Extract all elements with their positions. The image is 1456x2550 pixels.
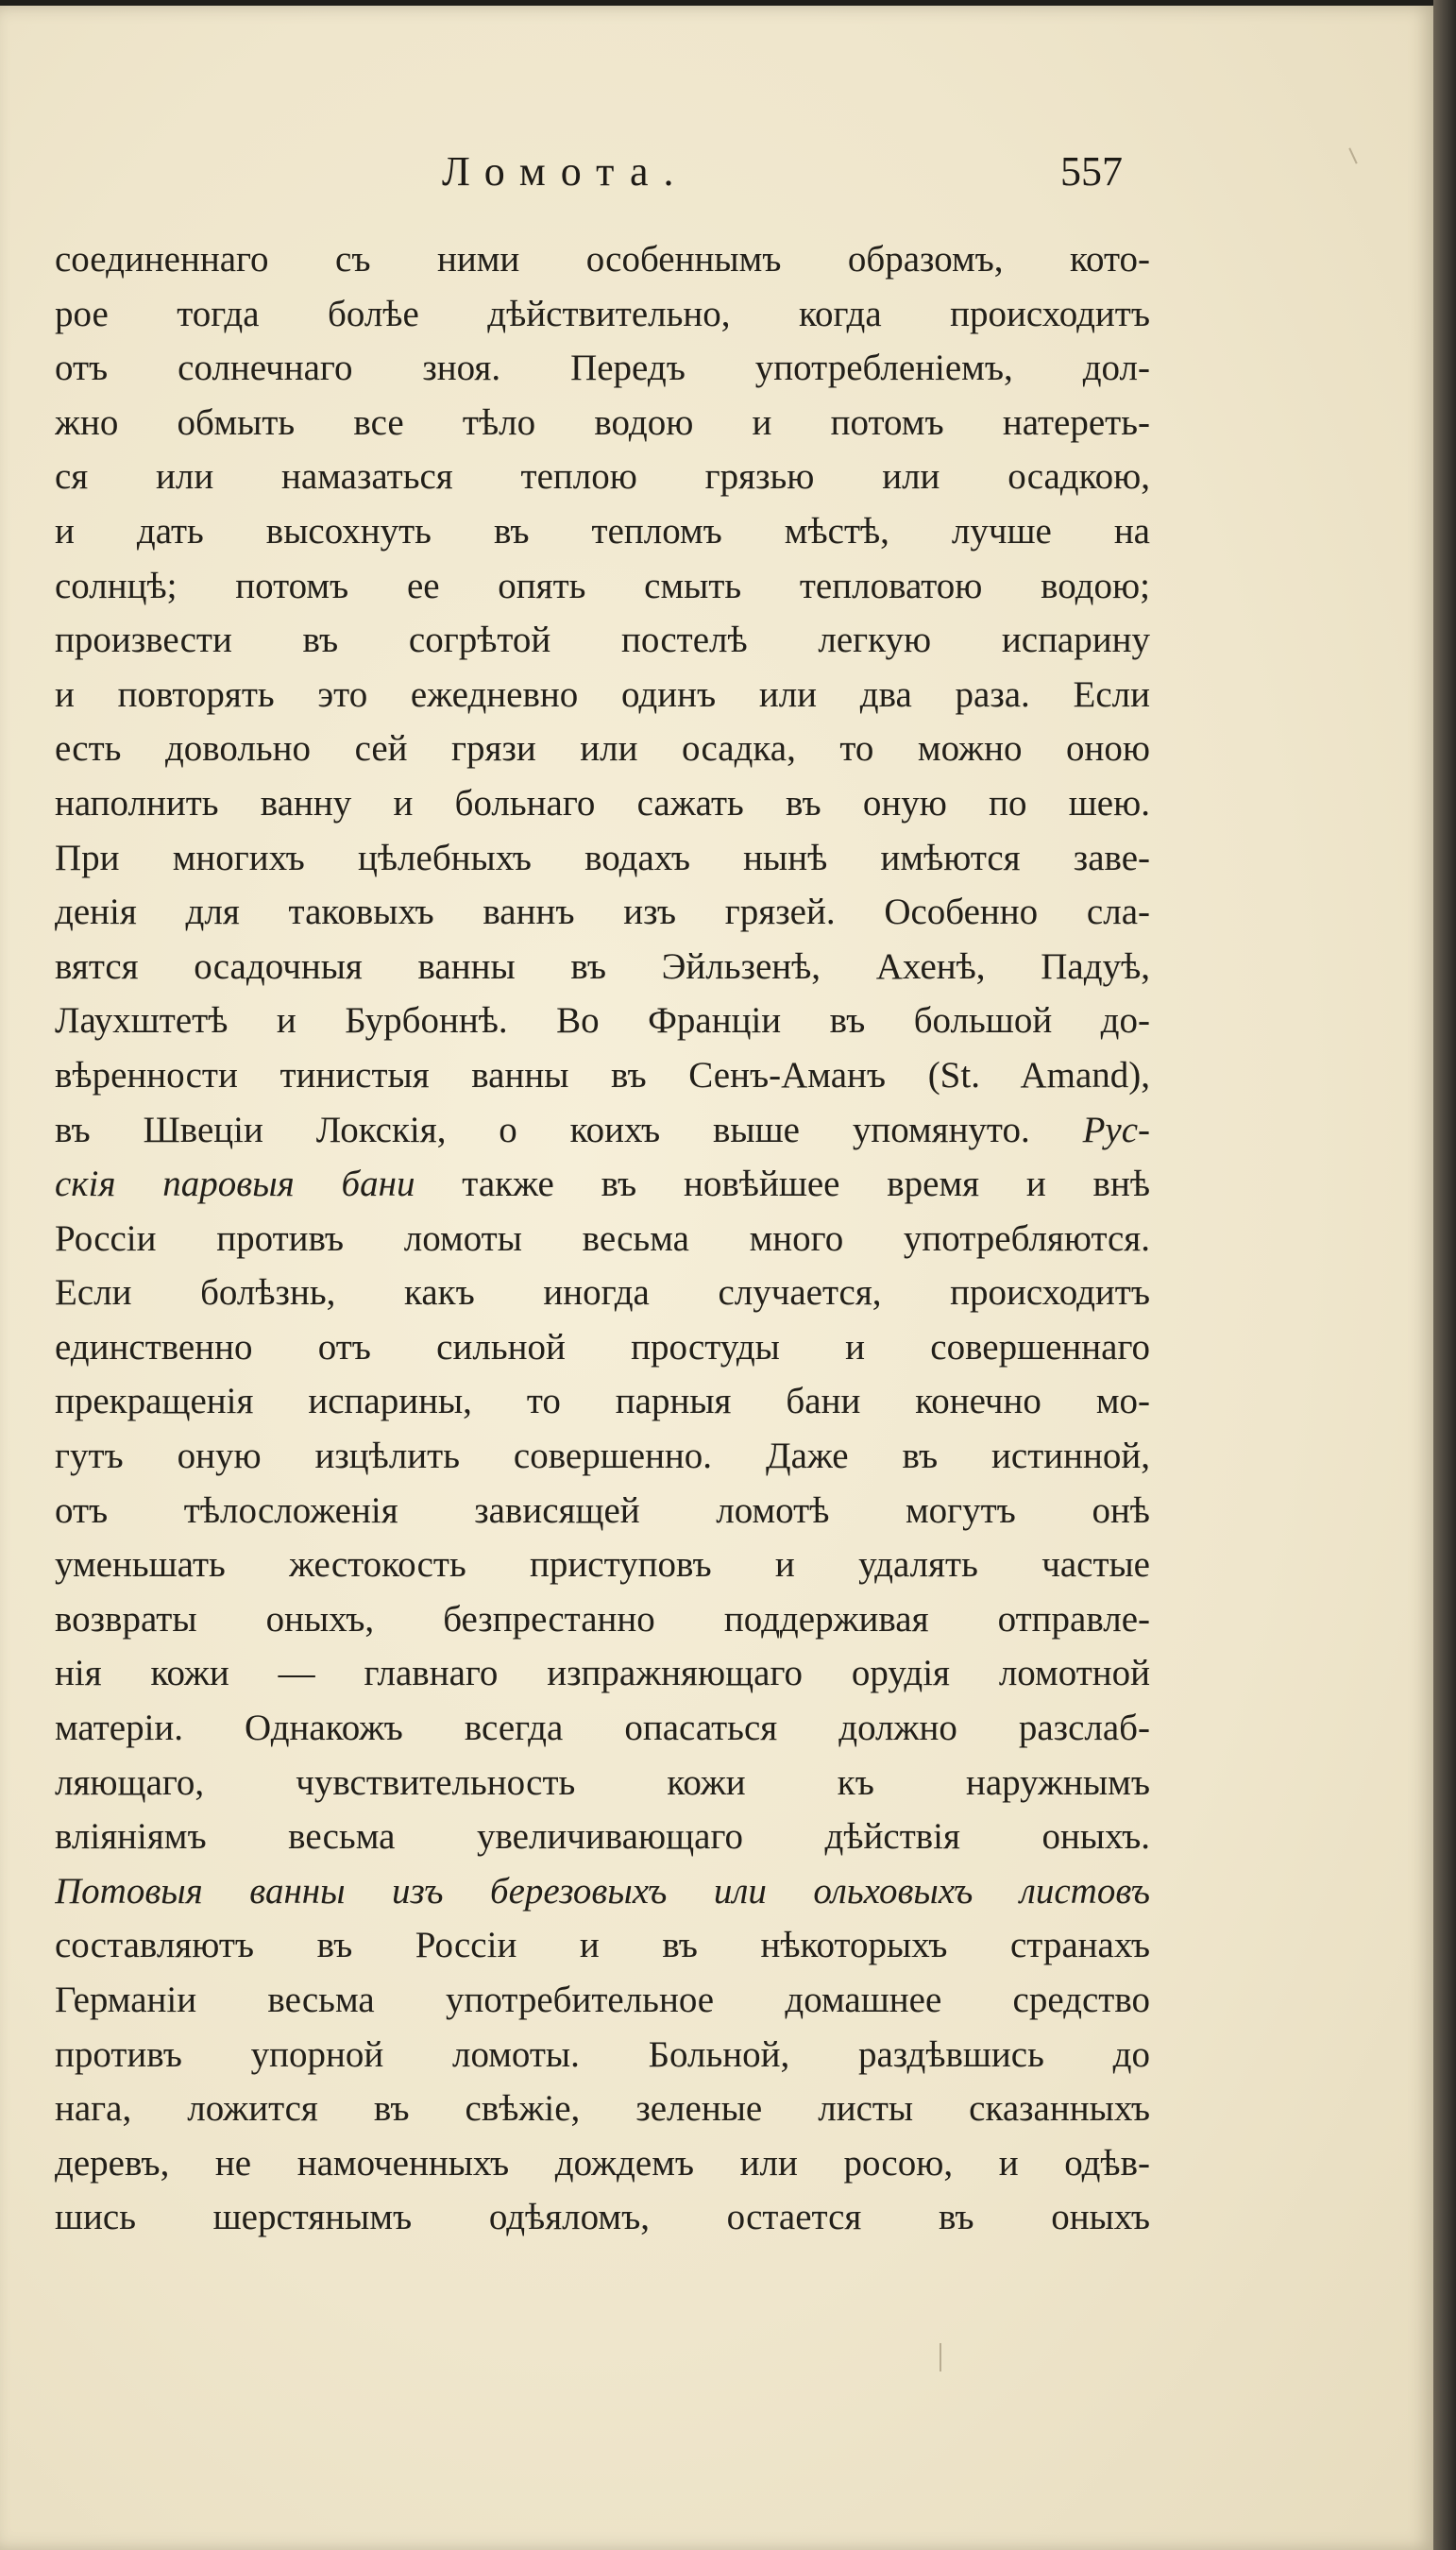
text-line xyxy=(55,2136,1150,2191)
text-line xyxy=(55,994,1150,1048)
text-line xyxy=(55,450,1150,504)
text-segment: составляютъ въ Россіи и въ нѣкоторыхъ странахъ xyxy=(55,1925,1150,1966)
text-segment: и повторять это ежедневно одинъ или два раза. Если xyxy=(55,673,1150,715)
text-segment: деревъ, не намоченныхъ дождемъ или росою, и одѣв- xyxy=(55,2142,1150,2184)
text-line xyxy=(55,1266,1150,1320)
text-segment: жно обмыть все тѣло водою и потомъ натереть- xyxy=(55,401,1150,443)
text-line xyxy=(55,1157,1150,1212)
text-line xyxy=(55,1864,1150,1919)
text-segment: есть довольно сей грязи или осадка, то можно оною xyxy=(55,728,1150,770)
text-line xyxy=(55,504,1150,559)
text-segment: солнцѣ; потомъ ее опять смыть тепловатою водою; xyxy=(55,565,1150,606)
text-segment: произвести въ согрѣтой постелѣ легкую испарину xyxy=(55,620,1150,661)
running-title: Ломота. xyxy=(442,148,689,195)
text-line xyxy=(55,1918,1150,1973)
text-line xyxy=(55,2190,1150,2245)
text-line xyxy=(55,776,1150,831)
text-line xyxy=(55,940,1150,994)
text-segment: въ Швеціи Локскія, о коихъ выше упомянуто. xyxy=(55,1109,1030,1150)
text-segment: денія для таковыхъ ваннъ изъ грязей. Особенно сла- xyxy=(55,892,1150,933)
text-line xyxy=(55,1048,1150,1103)
text-segment: нага, ложится въ свѣжіе, зеленые листы сказанныхъ xyxy=(55,2088,1150,2130)
text-segment: вѣренности тинистыя ванны въ Сенъ-Аманъ (St. Amand), xyxy=(55,1054,1150,1096)
text-line xyxy=(55,1810,1150,1864)
text-line xyxy=(55,2028,1150,2082)
text-line xyxy=(55,885,1150,940)
text-segment: гутъ оную изцѣлить совершенно. Даже въ истинной, xyxy=(55,1436,1150,1477)
text-segment: и дать высохнуть въ тепломъ мѣстѣ, лучше на xyxy=(55,510,1150,552)
text-segment: вліяніямъ весьма увеличивающаго дѣйствія оныхъ. xyxy=(55,1816,1150,1858)
book-page xyxy=(0,6,1433,2550)
text-segment: рое тогда болѣе дѣйствительно, когда происходитъ xyxy=(55,293,1150,334)
text-segment: матеріи. Однакожъ всегда опасаться должно разслаб- xyxy=(55,1708,1150,1749)
page-edge xyxy=(1433,0,1456,2550)
text-segment: Если болѣзнь, какъ иногда случается, происходитъ xyxy=(55,1272,1150,1314)
text-line xyxy=(55,1756,1150,1810)
text-line xyxy=(55,613,1150,668)
text-segment: Германіи весьма употребительное домашнее средство xyxy=(55,1980,1150,2020)
text-line xyxy=(55,1592,1150,1647)
scan-speck xyxy=(940,2343,941,2372)
text-line xyxy=(55,1103,1150,1158)
text-line xyxy=(55,722,1150,776)
text-line xyxy=(55,287,1150,342)
text-segment: ляющаго, чувствительность кожи къ наружнымъ xyxy=(55,1761,1150,1803)
text-line xyxy=(55,341,1150,396)
text-line xyxy=(55,1429,1150,1484)
text-line xyxy=(55,1484,1150,1538)
text-segment: ся или намазаться теплою грязью или осадкою, xyxy=(55,456,1150,498)
text-segment: также въ новѣйшее время и внѣ xyxy=(415,1164,1150,1205)
text-segment: отъ тѣлосложенія зависящей ломотѣ могутъ онѣ xyxy=(55,1489,1150,1531)
text-segment: При многихъ цѣлебныхъ водахъ нынѣ имѣются заве- xyxy=(55,837,1150,878)
italic-text: Рус- xyxy=(1029,1109,1150,1150)
text-segment: соединеннаго съ ними особеннымъ образомъ, кото- xyxy=(55,239,1150,280)
italic-text: Потовыя ванны изъ березовыхъ или ольховыхъ листовъ xyxy=(55,1870,1150,1912)
text-line xyxy=(55,1374,1150,1429)
text-line xyxy=(55,559,1150,614)
body-text xyxy=(55,232,1150,2245)
text-segment: вятся осадочныя ванны въ Эйльзенѣ, Ахенѣ, Падуѣ, xyxy=(55,945,1150,987)
text-segment: нія кожи — главнаго изпражняющаго орудія ломотной xyxy=(55,1653,1150,1694)
page-header xyxy=(0,147,1433,213)
text-segment: Лаухштетѣ и Бурбоннѣ. Во Франціи въ большой до- xyxy=(55,1000,1150,1042)
text-segment: уменьшать жестокость приступовъ и удалять частые xyxy=(55,1544,1150,1586)
text-line xyxy=(55,1320,1150,1375)
text-line xyxy=(55,1538,1150,1592)
text-segment: Россіи противъ ломоты весьма много употребляются. xyxy=(55,1217,1150,1259)
text-line xyxy=(55,831,1150,886)
text-segment: возвраты оныхъ, безпрестанно поддерживая отправле- xyxy=(55,1598,1150,1640)
text-line xyxy=(55,668,1150,722)
text-segment: прекращенія испарины, то парныя бани конечно мо- xyxy=(55,1381,1150,1422)
text-line xyxy=(55,396,1150,450)
text-segment: наполнить ванну и больнаго сажать въ оную по шею. xyxy=(55,782,1150,824)
text-line xyxy=(55,2082,1150,2136)
text-line xyxy=(55,1646,1150,1701)
page-number: 557 xyxy=(1060,148,1123,195)
text-line xyxy=(55,1212,1150,1266)
text-line xyxy=(55,1701,1150,1756)
text-line xyxy=(55,232,1150,287)
text-line xyxy=(55,1973,1150,2028)
text-segment: отъ солнечнаго зноя. Передъ употребленіемъ, дол- xyxy=(55,348,1150,389)
text-segment: шись шерстянымъ одѣяломъ, остается въ оныхъ xyxy=(55,2197,1150,2238)
italic-text: скія паровыя бани xyxy=(55,1164,415,1205)
text-segment: единственно отъ сильной простуды и совершеннаго xyxy=(55,1326,1150,1368)
text-segment: противъ упорной ломоты. Больной, раздѣвшись до xyxy=(55,2033,1150,2075)
